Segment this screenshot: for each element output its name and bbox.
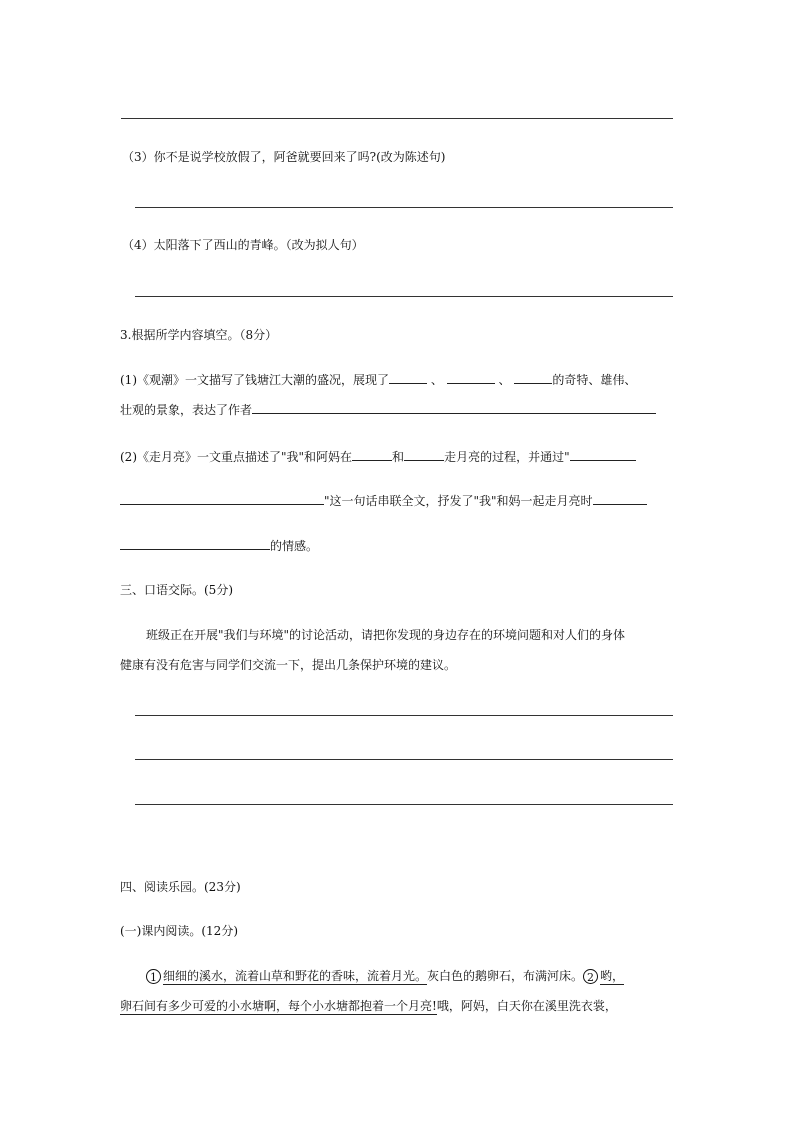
- fill-blank[interactable]: [514, 371, 552, 384]
- answer-line[interactable]: [121, 118, 673, 119]
- sentence-number-1: 1: [146, 969, 161, 984]
- fill-blank[interactable]: [352, 448, 392, 461]
- fill-text: (1)《观潮》一文描写了钱塘江大潮的盛况，展现了: [120, 373, 389, 387]
- fill-text: 的情感。: [270, 539, 319, 553]
- separator: 、: [430, 373, 443, 387]
- reading-passage-line-1: [146, 968, 624, 984]
- fill-text: 壮观的景象，表达了作者: [120, 403, 253, 417]
- part-4-title: 四、阅读乐园。(23分): [120, 880, 241, 894]
- fill-question-2-line-3: [120, 537, 318, 554]
- fill-blank[interactable]: [389, 371, 427, 384]
- part-3-prompt-line-1: 班级正在开展"我们与环境"的讨论活动，请把你发现的身边存在的环境问题和对人们的身体: [146, 628, 626, 642]
- fill-blank[interactable]: [570, 448, 636, 461]
- fill-question-2-line-1: [120, 448, 636, 465]
- sentence-number-2: 2: [583, 969, 598, 984]
- section-3-title: 3.根据所学内容填空。（8分）: [120, 328, 278, 342]
- answer-line[interactable]: [135, 759, 673, 760]
- fill-question-1-line-2: [120, 401, 656, 418]
- fill-blank[interactable]: [120, 537, 270, 550]
- underlined-sentence: 哟，: [600, 969, 625, 983]
- fill-text: 的奇特、雄伟、: [552, 373, 637, 387]
- fill-question-2-line-2: [120, 492, 647, 509]
- fill-text: 和: [392, 450, 405, 464]
- question-4-prompt: （4）太阳落下了西山的青峰。（改为拟人句）: [122, 238, 364, 252]
- separator: 、: [498, 373, 511, 387]
- fill-text: (2)《走月亮》一文重点描述了"我"和阿妈在: [120, 450, 353, 464]
- part-4-subtitle: (一)课内阅读。(12分): [120, 924, 238, 938]
- passage-text: 哦，阿妈，白天你在溪里洗衣裳，: [436, 999, 617, 1013]
- fill-blank[interactable]: [404, 448, 444, 461]
- passage-text: 灰白色的鹅卵石，布满河床。: [427, 969, 584, 983]
- fill-text: "这一句话串联全文，抒发了"我"和妈一起走月亮时: [324, 494, 593, 508]
- fill-text: 走月亮的过程，并通过": [444, 450, 570, 464]
- answer-line[interactable]: [135, 296, 673, 297]
- reading-passage-line-2: [120, 998, 617, 1014]
- fill-question-1-line-1: [120, 371, 636, 388]
- part-3-prompt-line-2: 健康有没有危害与同学们交流一下，提出几条保护环境的建议。: [120, 658, 457, 672]
- fill-blank[interactable]: [252, 401, 656, 414]
- fill-blank[interactable]: [447, 371, 495, 384]
- fill-blank[interactable]: [120, 492, 324, 505]
- underlined-sentence: 细细的溪水，流着山草和野花的香味，流着月光。: [163, 969, 428, 983]
- fill-blank[interactable]: [593, 492, 647, 505]
- answer-line[interactable]: [135, 804, 673, 805]
- answer-line[interactable]: [135, 715, 673, 716]
- answer-line[interactable]: [135, 207, 673, 208]
- part-3-title: 三、口语交际。(5分): [120, 583, 233, 597]
- underlined-sentence: 卵石间有多少可爱的小水塘啊，每个小水塘都抱着一个月亮!: [120, 999, 437, 1013]
- question-3-prompt: （3）你不是说学校放假了，阿爸就要回来了吗?(改为陈述句): [122, 150, 446, 164]
